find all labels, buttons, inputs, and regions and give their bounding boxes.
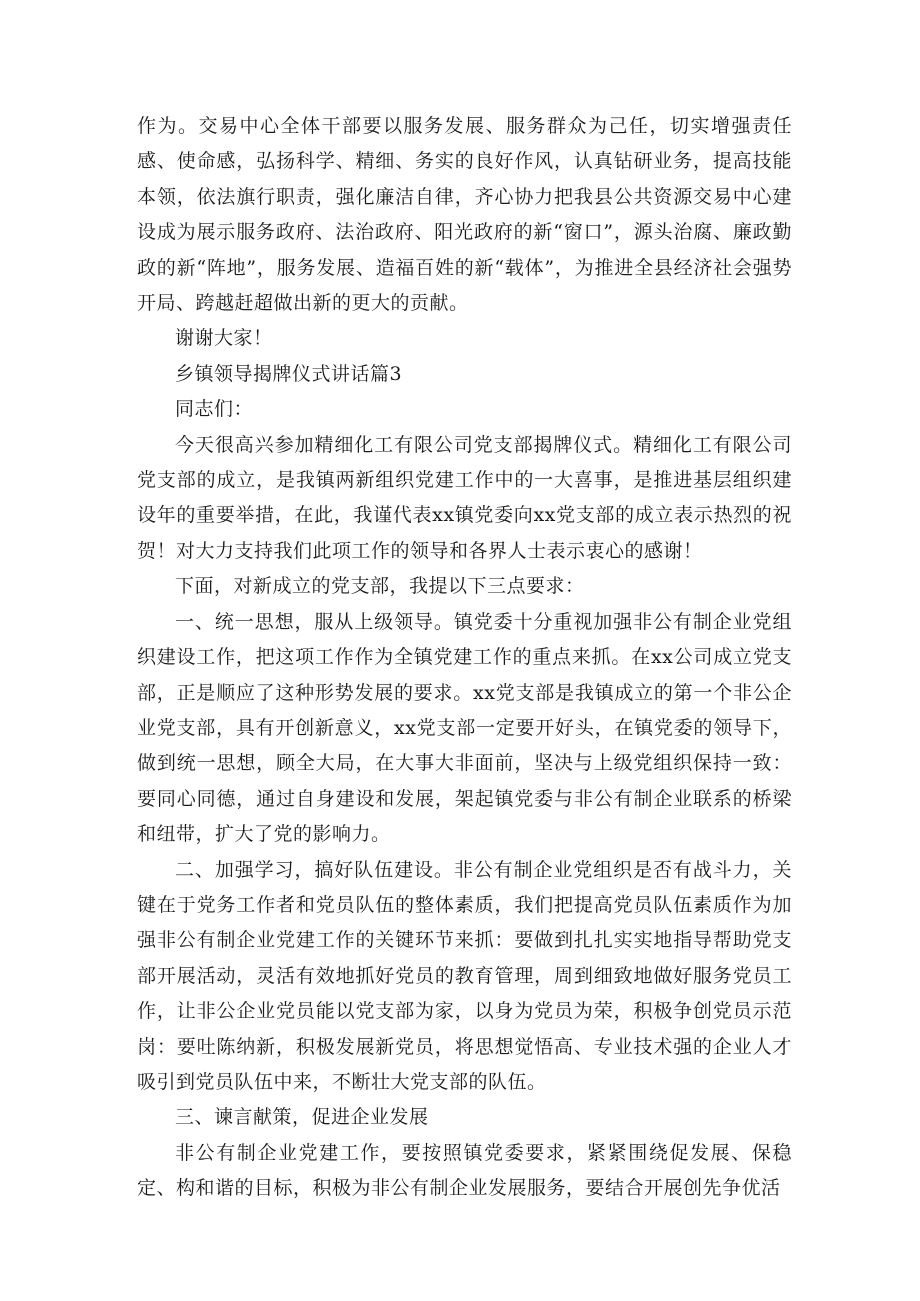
- paragraph-10: 非公有制企业党建工作，要按照镇党委要求，紧紧围绕促发展、保稳定、构和谐的目标，积极为非公有制企业发展服务，要结合开展创先争优活: [137, 1141, 792, 1200]
- paragraph-7: 一、统一思想，服从上级领导。镇党委十分重视加强非公有制企业党组织建设工作，把这项工作作为全镇党建工作的重点来抓。在xx公司成立党支部，正是顺应了这种形势发展的要求。xx党支部是我镇成立的第一个非公企业党支部，具有开创新意义，xx党支部一定要开好头，在镇党委的领导下，做到统一思想，顾全大局，在大事大非面前，坚决与上级党组织保持一致：要同心同德，通过自身建设和发展，架起镇党委与非公有制企业联系的桥梁和纽带，扩大了党的影响力。: [137, 610, 792, 846]
- section-heading: 乡镇领导揭牌仪式讲话篇3: [175, 362, 403, 385]
- paragraph-1: 作为。交易中心全体干部要以服务发展、服务群众为己任，切实增强责任感、使命感，弘扬科学、精细、务实的良好作风，认真钻研业务，提高技能本领，依法旗行职责，强化廉洁自律，齐心协力把我县公共资源交易中心建设成为展示服务政府、法治政府、阳光政府的新“窗口”，源头治腐、廉政勤政的新“阵地”，服务发展、造福百姓的新“载体”，为推进全县经济社会强势开局、跨越赶超做出新的更大的贡献。: [137, 115, 792, 315]
- paragraph-2: 谢谢大家！: [175, 327, 273, 350]
- salutation: 同志们：: [175, 398, 254, 421]
- paragraph-5: 今天很高兴参加精细化工有限公司党支部揭牌仪式。精细化工有限公司党支部的成立，是我镇两新组织党建工作中的一大喜事，是推进基层组织建设年的重要举措，在此，我谨代表xx镇党委向xx党支部的成立表示热烈的祝贺！对大力支持我们此项工作的领导和各界人士表示衷心的感谢！: [137, 433, 792, 562]
- paragraph-8: 二、加强学习，搞好队伍建设。非公有制企业党组织是否有战斗力，关键在于党务工作者和党员队伍的整体素质，我们把提高党员队伍素质作为加强非公有制企业党建工作的关键环节来抓：要做到扎扎实实地指导帮助党支部开展活动，灵活有效地抓好党员的教育管理，周到细致地做好服务党员工作，让非公企业党员能以党支部为家，以身为党员为荣，积极争创党员示范岗：要吐陈纳新，积极发展新党员，将思想觉悟高、专业技术强的企业人才吸引到党员队伍中来，不断壮大党支部的队伍。: [137, 858, 792, 1093]
- paragraph-9: 三、谏言献策，促进企业发展: [175, 1106, 429, 1129]
- paragraph-6: 下面，对新成立的党支部，我提以下三点要求：: [175, 575, 585, 598]
